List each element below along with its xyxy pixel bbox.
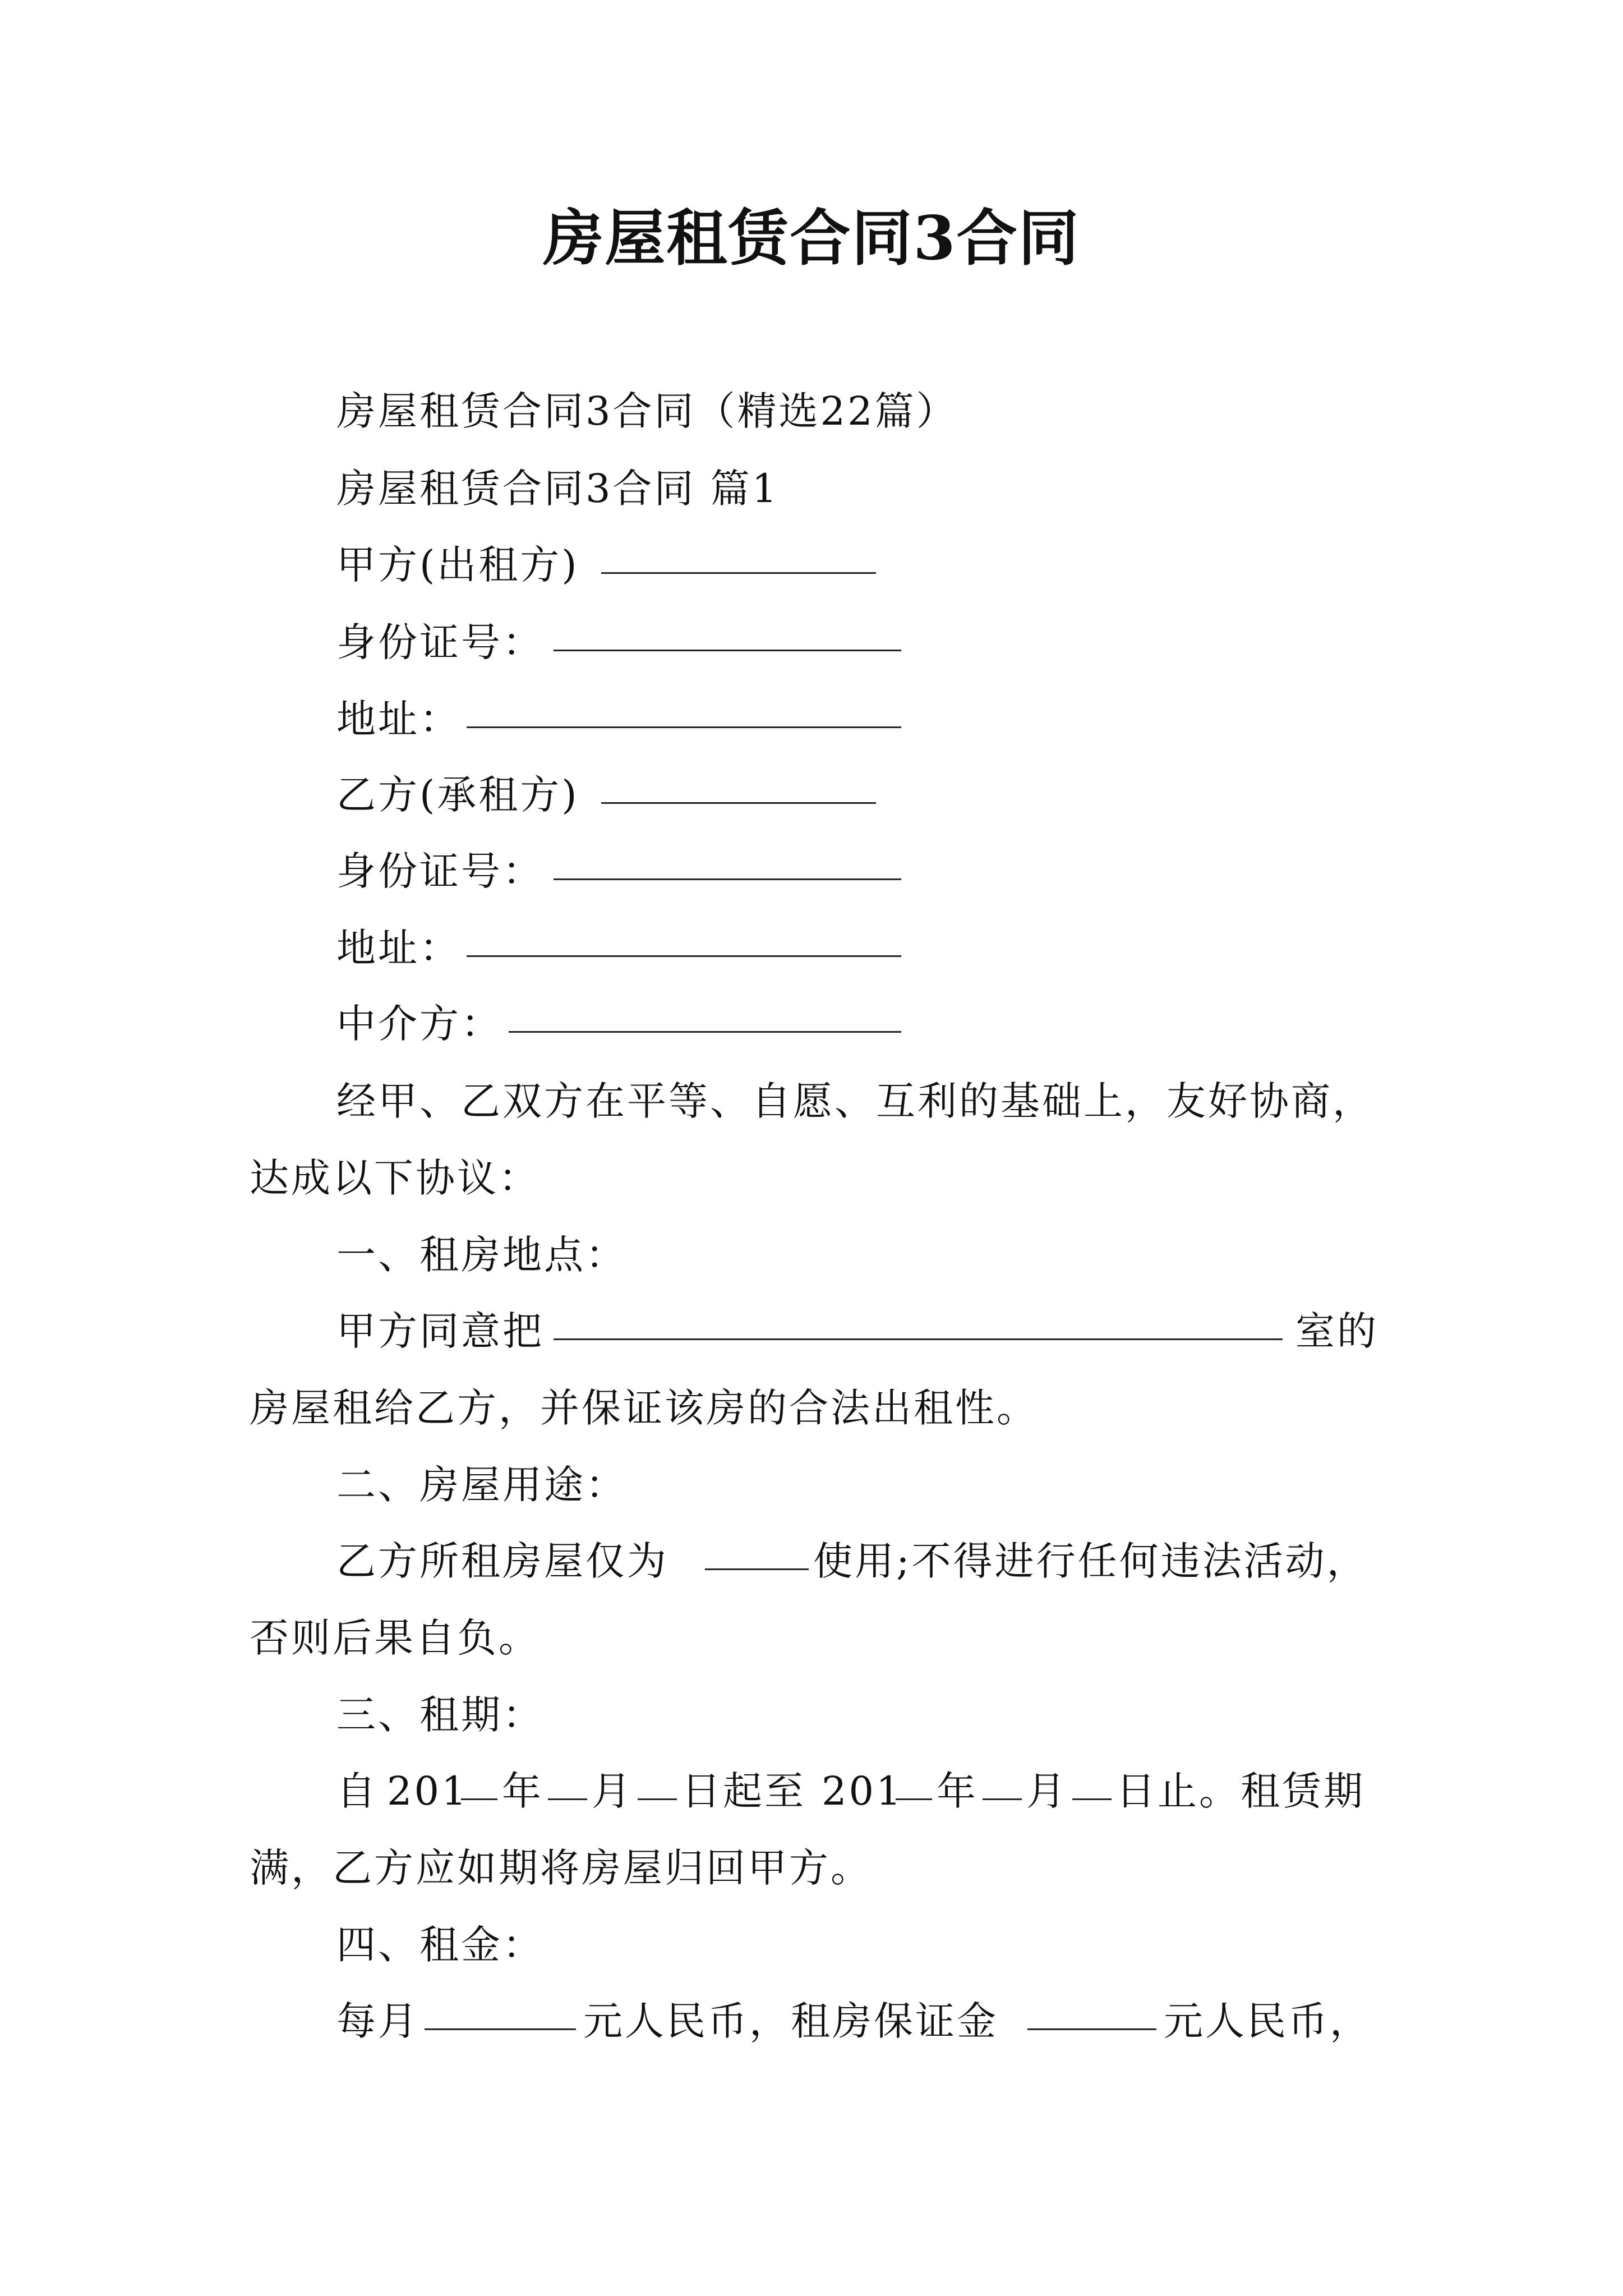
section-3-text-2: 满，乙方应如期将房屋归回甲方。 (250, 1845, 872, 1891)
chapter-line (0, 463, 1623, 514)
party-a-id-blank (554, 617, 901, 651)
agent-blank (509, 999, 901, 1033)
deposit-unit: 元人民币， (1164, 1998, 1371, 2044)
section-1-heading-line (0, 1230, 1623, 1280)
agent-label: 中介方： (336, 1001, 502, 1047)
end-year-blank (896, 1766, 932, 1800)
section-2-text-post: 使用;不得进行任何违法活动， (813, 1538, 1368, 1584)
deposit-blank (1027, 1996, 1156, 2030)
section-3-line-2 (0, 1843, 1623, 1893)
party-a-label: 甲方(出租方) (336, 542, 579, 588)
start-year-unit: 年 (502, 1768, 543, 1814)
deposit-label: 元人民币，租房保证金 (583, 1998, 998, 2044)
intro-line-2 (0, 1153, 1623, 1203)
section-3-heading-line (0, 1690, 1623, 1740)
party-b-address-blank (467, 923, 901, 957)
section-2-text-pre: 乙方所租房屋仅为 (336, 1538, 668, 1584)
section-1-line-2 (0, 1383, 1623, 1433)
section-2-heading-line (0, 1460, 1623, 1510)
subtitle: 房屋租赁合同3合同（精选22篇） (336, 388, 958, 434)
party-b-id-label: 身份证号： (336, 848, 544, 894)
section-4-heading: 四、租金： (336, 1922, 544, 1968)
intro-text-1: 经甲、乙双方在平等、自愿、互利的基础上，友好协商， (336, 1078, 1374, 1124)
end-year-prefix: 201 (822, 1768, 903, 1814)
party-b-address-line (0, 923, 1623, 973)
party-a-id-line (0, 617, 1623, 668)
start-month-unit: 月 (592, 1768, 633, 1814)
section-1-text-2: 房屋租给乙方，并保证该房的合法出租性。 (250, 1385, 1038, 1431)
party-b-blank (601, 770, 876, 804)
intro-text-2: 达成以下协议： (250, 1155, 540, 1201)
party-a-address-blank (467, 694, 901, 728)
start-month-blank (548, 1766, 587, 1800)
section-2-line-1 (0, 1536, 1623, 1586)
end-day-text: 日止。租赁期 (1116, 1768, 1365, 1814)
chapter-heading: 房屋租赁合同3合同 篇1 (336, 466, 780, 512)
end-month-blank (983, 1766, 1022, 1800)
section-3-heading: 三、租期： (336, 1692, 544, 1738)
section-2-text-2: 否则后果自负。 (250, 1615, 540, 1661)
party-a-blank (601, 540, 876, 574)
party-b-label: 乙方(承租方) (336, 772, 579, 818)
monthly-rent-blank (425, 1996, 576, 2030)
document-title: 房屋租赁合同3合同 (543, 203, 1080, 274)
start-year-blank (461, 1766, 497, 1800)
intro-line-1 (0, 1076, 1623, 1126)
section-4-line-1 (0, 1996, 1623, 2046)
section-1-heading: 一、租房地点： (336, 1232, 627, 1278)
start-year-prefix: 201 (387, 1768, 469, 1814)
party-a-line (0, 540, 1623, 590)
section-1-text-post: 室的 (1295, 1308, 1378, 1354)
section-1-line-1 (0, 1306, 1623, 1356)
party-b-line (0, 770, 1623, 820)
start-day-text: 日起至 (681, 1768, 806, 1814)
section-4-heading-line (0, 1920, 1623, 1970)
section-3-line-1 (0, 1766, 1623, 1816)
party-a-id-label: 身份证号： (336, 619, 544, 665)
usage-blank (705, 1536, 809, 1570)
section-1-text-pre: 甲方同意把 (336, 1308, 544, 1354)
room-blank (554, 1306, 1283, 1340)
party-a-address-line (0, 694, 1623, 744)
section-2-heading: 二、房屋用途： (336, 1462, 627, 1508)
party-b-id-blank (554, 846, 901, 880)
party-a-address-label: 地址： (336, 696, 461, 742)
end-month-unit: 月 (1026, 1768, 1068, 1814)
start-day-blank (638, 1766, 677, 1800)
end-year-unit: 年 (937, 1768, 978, 1814)
section-2-line-2 (0, 1613, 1623, 1663)
agent-line (0, 999, 1623, 1049)
from-label: 自 (336, 1768, 378, 1814)
monthly-label: 每月 (336, 1998, 419, 2044)
subtitle-line (0, 386, 1623, 436)
party-b-address-label: 地址： (336, 925, 461, 971)
end-day-blank (1072, 1766, 1112, 1800)
party-b-id-line (0, 846, 1623, 896)
